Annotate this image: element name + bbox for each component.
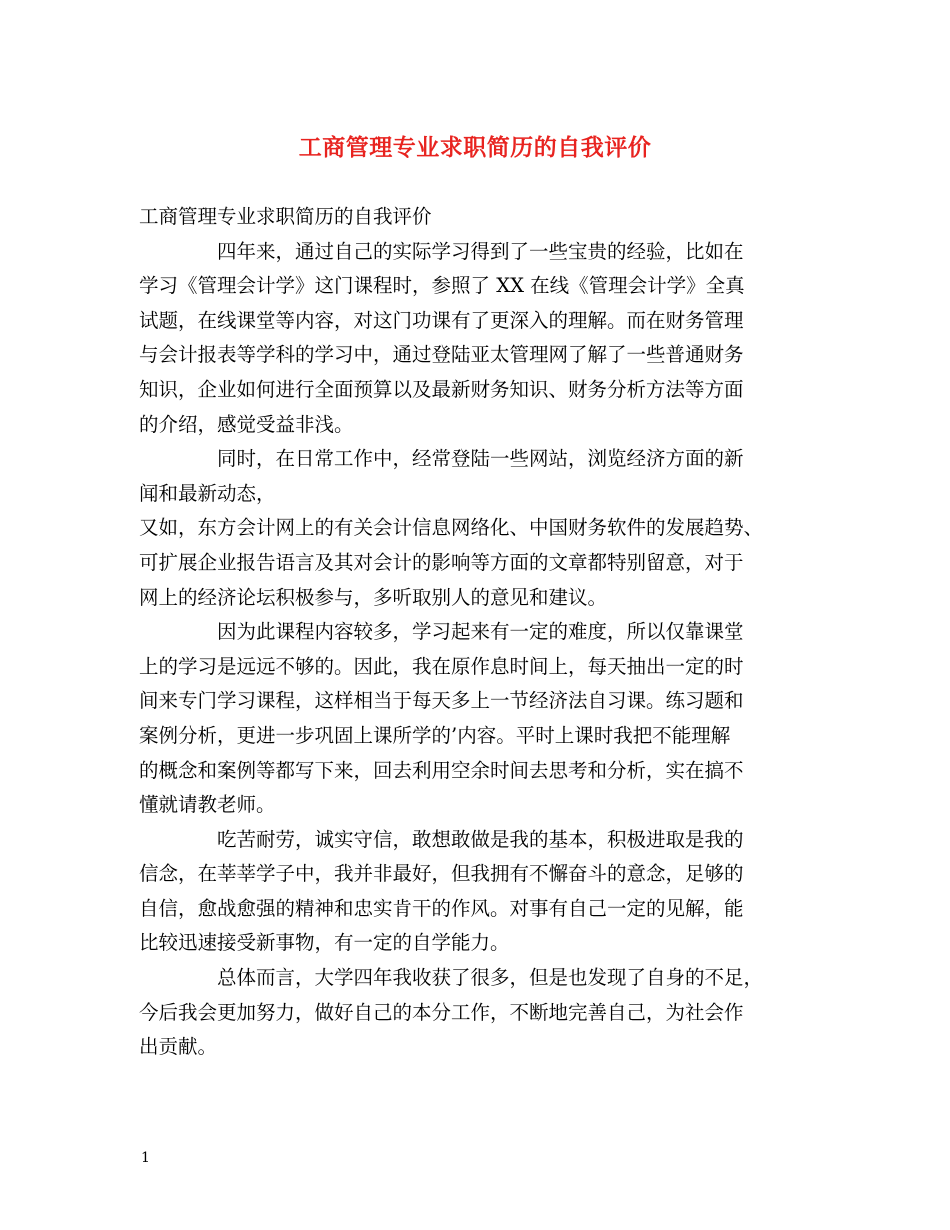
text-line: 闻和最新动态， [139, 481, 276, 505]
text-line: 试题，在线课堂等内容，对这门功课有了更深入的理解。而在财务管理 [139, 308, 744, 332]
text-line: 上的学习是远远不够的。因此，我在原作息时间上，每天抽出一定的时 [139, 654, 744, 678]
paragraph-heading [139, 200, 839, 235]
text-line: 工商管理专业求职简历的自我评价 [139, 205, 432, 228]
paragraph [139, 615, 839, 823]
text-line: 四年来，通过自己的实际学习得到了一些宝贵的经验，比如在 [217, 239, 744, 263]
text-line: 信念，在莘莘学子中，我并非最好，但我拥有不懈奋斗的意念，足够的 [139, 862, 744, 886]
text-line: 又如，东方会计网上的有关会计信息网络化、中国财务软件的发展趋势、 [139, 516, 764, 540]
text-line: 网上的经济论坛积极参与，多听取别人的意见和建议。 [139, 585, 608, 609]
text-line: 自信，愈战愈强的精神和忠实肯干的作风。对事有自己一定的见解，能 [139, 896, 744, 920]
text-line: 懂就请教老师。 [139, 793, 276, 817]
text-line: 与会计报表等学科的学习中，通过登陆亚太管理网了解了一些普通财务 [139, 343, 744, 367]
text-line: 间来专门学习课程，这样相当于每天多上一节经济法自习课。练习题和 [139, 689, 744, 713]
document-body [139, 200, 839, 1065]
text-line: 总体而言，大学四年我收获了很多，但是也发现了自身的不足， [217, 966, 764, 990]
paragraph [139, 511, 839, 615]
text-line: 可扩展企业报告语言及其对会计的影响等方面的文章都特别留意，对于 [139, 550, 744, 574]
paragraph [139, 442, 839, 511]
text-line: 比较迅速接受新事物，有一定的自学能力。 [139, 931, 510, 955]
text-line: 知识，企业如何进行全面预算以及最新财务知识、财务分析方法等方面 [139, 377, 744, 401]
paragraph [139, 961, 839, 1065]
text-line: 吃苦耐劳，诚实守信，敢想敢做是我的基本，积极进取是我的 [217, 827, 744, 851]
paragraph [139, 823, 839, 961]
page-number: 1 [141, 1150, 150, 1166]
text-line: 出贡献。 [139, 1035, 218, 1059]
text-line: 因为此课程内容较多，学习起来有一定的难度，所以仅靠课堂 [217, 620, 744, 644]
text-line: 同时，在日常工作中，经常登陆一些网站，浏览经济方面的新 [217, 447, 744, 471]
text-line: 的概念和案例等都写下来，回去利用空余时间去思考和分析，实在搞不 [139, 758, 744, 782]
text-line: 的介绍，感觉受益非浅。 [139, 412, 354, 436]
text-line: 学习《管理会计学》这门课程时，参照了 XX 在线《管理会计学》全真 [139, 274, 745, 298]
text-line: 案例分析，更进一步巩固上课所学的’内容。平时上课时我把不能理解 [139, 723, 731, 747]
paragraph [139, 235, 839, 443]
document-title: 工商管理专业求职简历的自我评价 [298, 134, 652, 161]
text-line: 今后我会更加努力，做好自己的本分工作，不断地完善自己，为社会作 [139, 1000, 744, 1024]
